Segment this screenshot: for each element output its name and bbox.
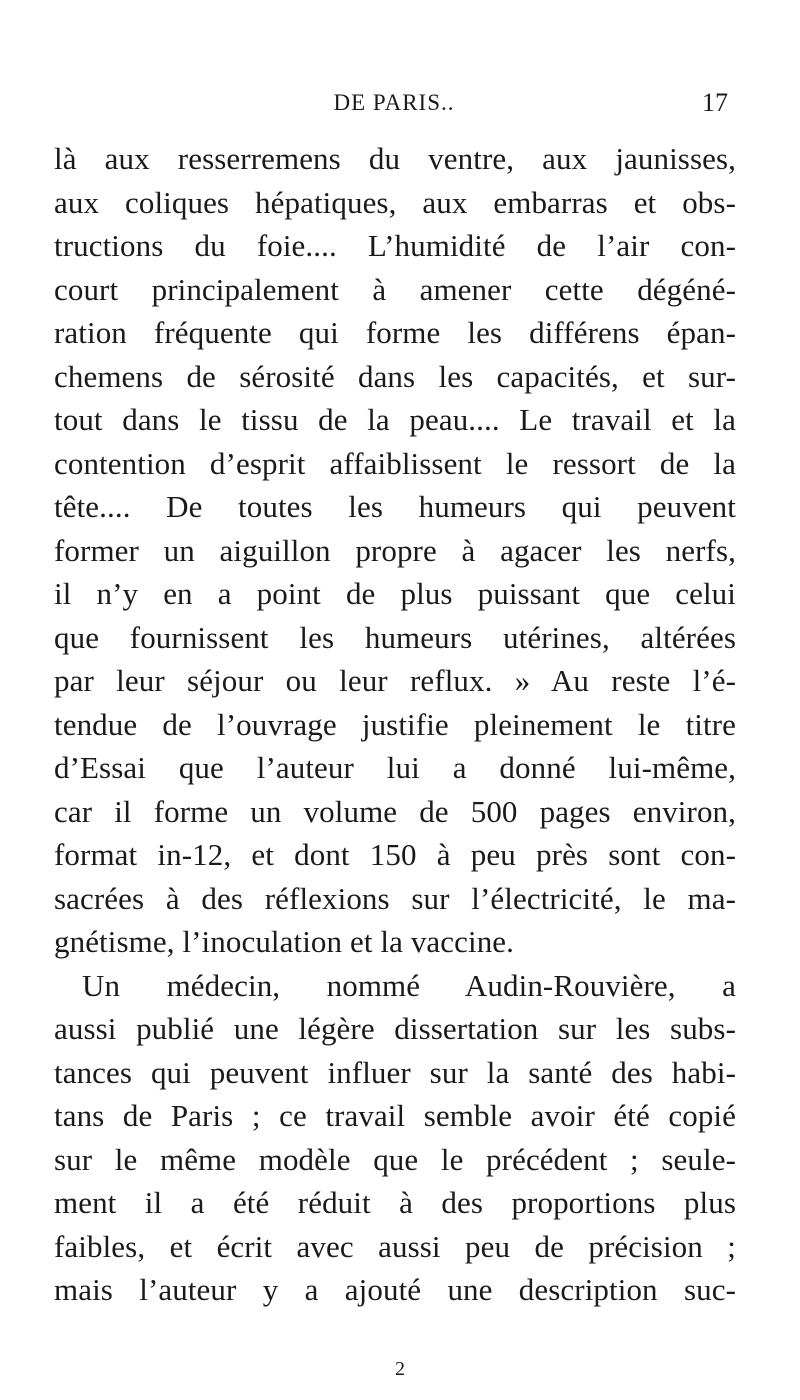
text-line: aux coliques hépatiques, aux embarras et obs- <box>54 184 736 220</box>
text-line: format in-12, et dont 150 à peu près sont con- <box>54 837 736 872</box>
text-line: contention d’esprit affaiblissent le ressort de la <box>54 445 736 481</box>
text-line: là aux resserremens du ventre, aux jaunisses, <box>54 141 736 176</box>
text-line: car il forme un volume de 500 pages environ, <box>54 793 736 829</box>
text-line: Un médecin, nommé Audin-Rouvière, a <box>82 967 736 1003</box>
text-line: d’Essai que l’auteur lui a donné lui-même, <box>54 750 736 785</box>
text-line: ration fréquente qui forme les différens épan- <box>54 315 736 350</box>
text-line: gnétisme, l’inoculation et la vaccine. <box>54 924 515 959</box>
text-line: tête.... De toutes les humeurs qui peuvent <box>54 489 736 524</box>
text-line: chemens de sérosité dans les capacités, et sur- <box>54 358 736 394</box>
running-title: DE PARIS.. <box>333 90 455 115</box>
text-line: que fournissent les humeurs utérines, altérées <box>54 619 736 655</box>
text-line: il n’y en a point de plus puissant que celui <box>54 576 736 611</box>
text-line: tout dans le tissu de la peau.... Le travail et la <box>54 402 736 437</box>
text-line: former un aiguillon propre à agacer les nerfs, <box>54 532 736 568</box>
page-number: 17 <box>702 88 728 117</box>
text-line: ment il a été réduit à des proportions plus <box>54 1185 736 1220</box>
text-line: tans de Paris ; ce travail semble avoir été copié <box>54 1098 736 1133</box>
signature-mark: 2 <box>395 1358 405 1380</box>
text-line: sur le même modèle que le précédent ; seule- <box>54 1141 736 1177</box>
text-line: aussi publié une légère dissertation sur les subs- <box>54 1011 736 1046</box>
text-line: court principalement à amener cette dégéné- <box>54 271 736 307</box>
text-line: tendue de l’ouvrage justifie pleinement le titre <box>54 706 736 742</box>
running-head <box>54 88 734 128</box>
text-line: sacrées à des réflexions sur l’électricité, le ma- <box>54 880 736 916</box>
text-line: faibles, et écrit avec aussi peu de précision ; <box>54 1228 736 1264</box>
text-line: par leur séjour ou leur reflux. » Au reste l’é- <box>54 663 736 698</box>
text-line: mais l’auteur y a ajouté une description suc- <box>54 1272 736 1307</box>
text-line: tances qui peuvent influer sur la santé des habi- <box>54 1054 736 1090</box>
body-text <box>54 137 736 1312</box>
text-line: tructions du foie.... L’humidité de l’air con- <box>54 228 736 263</box>
